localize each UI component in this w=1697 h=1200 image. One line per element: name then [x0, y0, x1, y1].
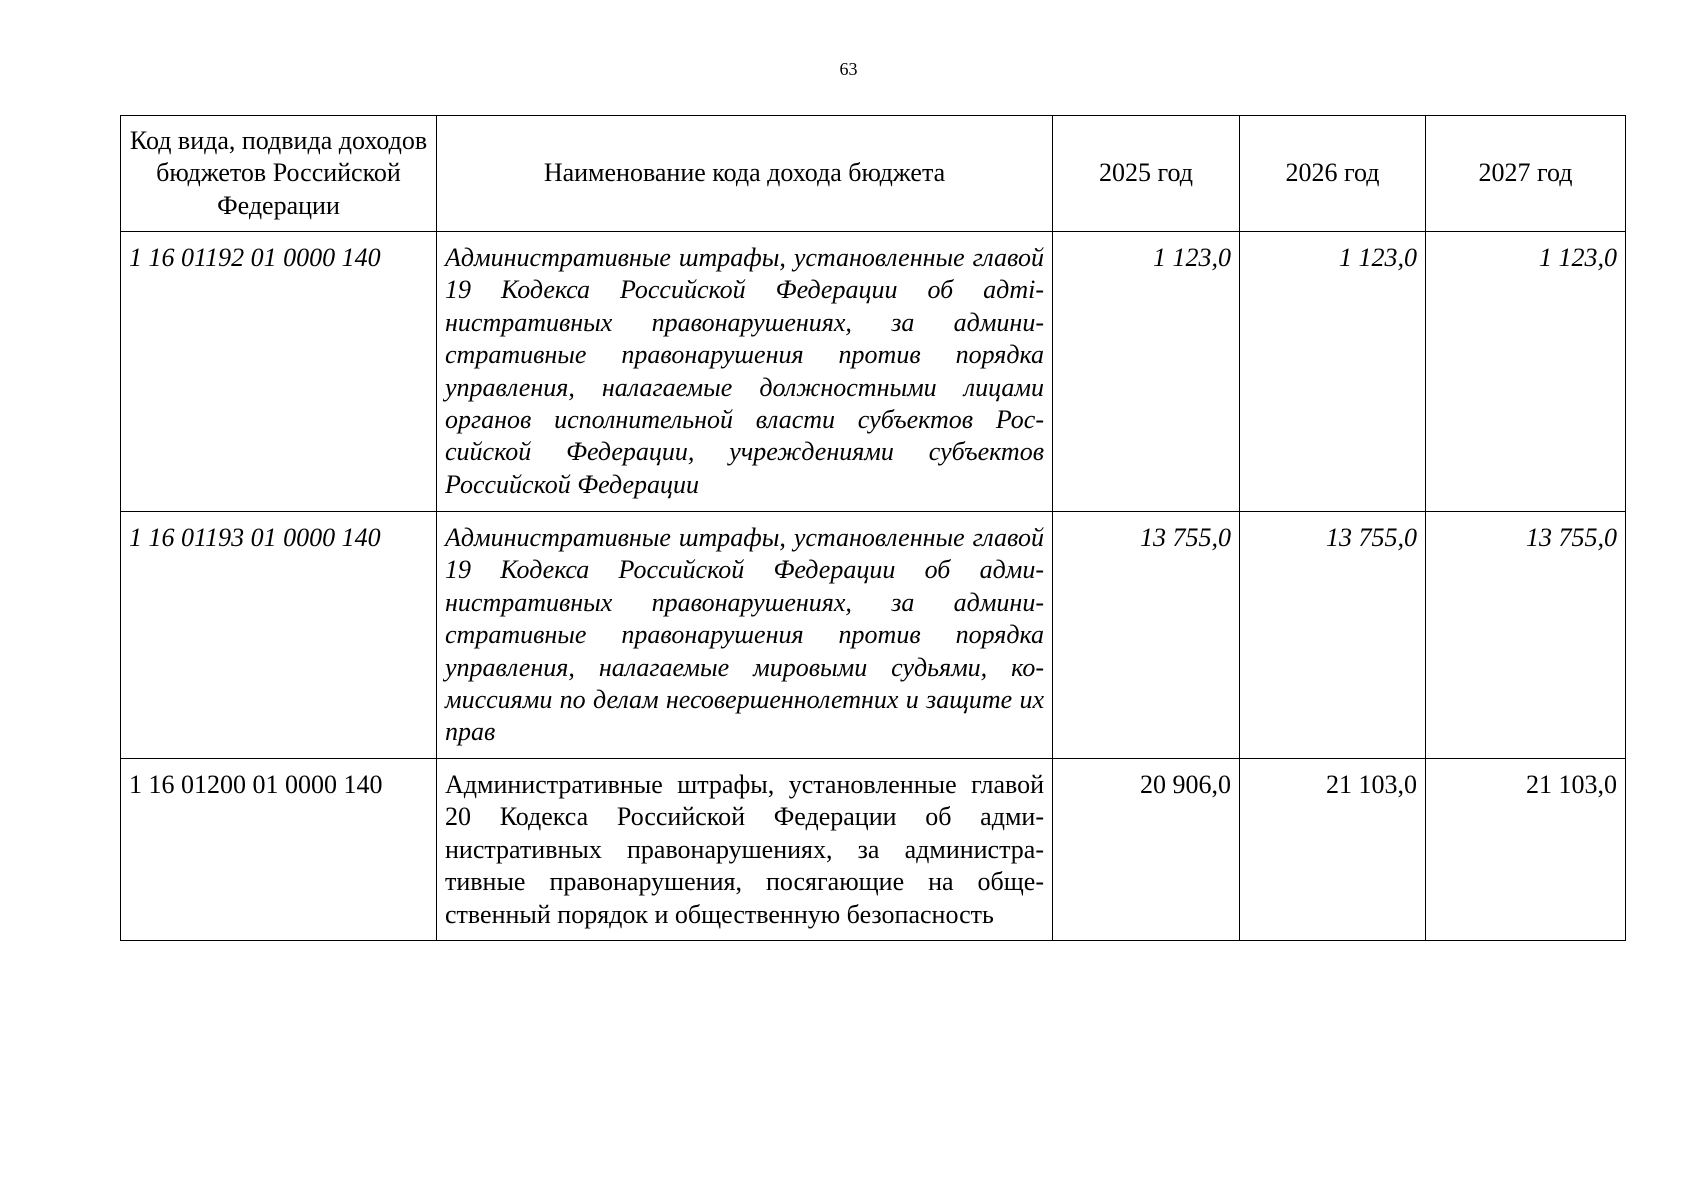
row-code: 1 16 01200 01 0000 140: [121, 759, 437, 941]
table-row: [121, 759, 1626, 941]
header-row: [121, 116, 1626, 232]
row-amount-2025: 1 123,0: [1053, 232, 1240, 512]
row-amount-2026: 13 755,0: [1240, 512, 1426, 759]
row-amount-2026: 21 103,0: [1240, 759, 1426, 941]
budget-revenue-table: [120, 115, 1626, 941]
header-code: Код вида, подвида доходов бюджетов Российской Федерации: [121, 116, 437, 232]
row-amount-2025: 20 906,0: [1053, 759, 1240, 941]
row-code: 1 16 01192 01 0000 140: [121, 232, 437, 512]
row-amount-2026: 1 123,0: [1240, 232, 1426, 512]
header-name: Наименование кода дохода бюджета: [437, 116, 1053, 232]
row-amount-2027: 13 755,0: [1426, 512, 1626, 759]
row-name: Административные штрафы, установленные главой 19 Кодекса Российской Федерации об административных правонарушениях, за административные правонарушения против порядка управления, налагаемые мировыми судьями, комиссиями по делам несовершеннолетних и защите их прав: [437, 512, 1053, 759]
table-body: [121, 232, 1626, 941]
row-code: 1 16 01193 01 0000 140: [121, 512, 437, 759]
table-header: [121, 116, 1626, 232]
header-2026: 2026 год: [1240, 116, 1426, 232]
page-number: 63: [839, 59, 858, 79]
row-amount-2027: 1 123,0: [1426, 232, 1626, 512]
header-2027: 2027 год: [1426, 116, 1626, 232]
header-2025: 2025 год: [1053, 116, 1240, 232]
row-name: Административные штрафы, установленные главой 20 Кодекса Российской Федерации об административных правонарушениях, за административные правонарушения, посягающие на общественный порядок и общественную безопасность: [437, 759, 1053, 941]
table-row: [121, 232, 1626, 512]
table-row: [121, 512, 1626, 759]
row-amount-2025: 13 755,0: [1053, 512, 1240, 759]
row-name: Административные штрафы, установленные главой 19 Кодекса Российской Федерации об адmiнистративных правонарушениях, за административные правонарушения против порядка управления, налагаемые должностными лицами органов исполнительной власти субъектов Российской Федерации, учреждениями субъектов Российской Федерации: [437, 232, 1053, 512]
row-amount-2027: 21 103,0: [1426, 759, 1626, 941]
